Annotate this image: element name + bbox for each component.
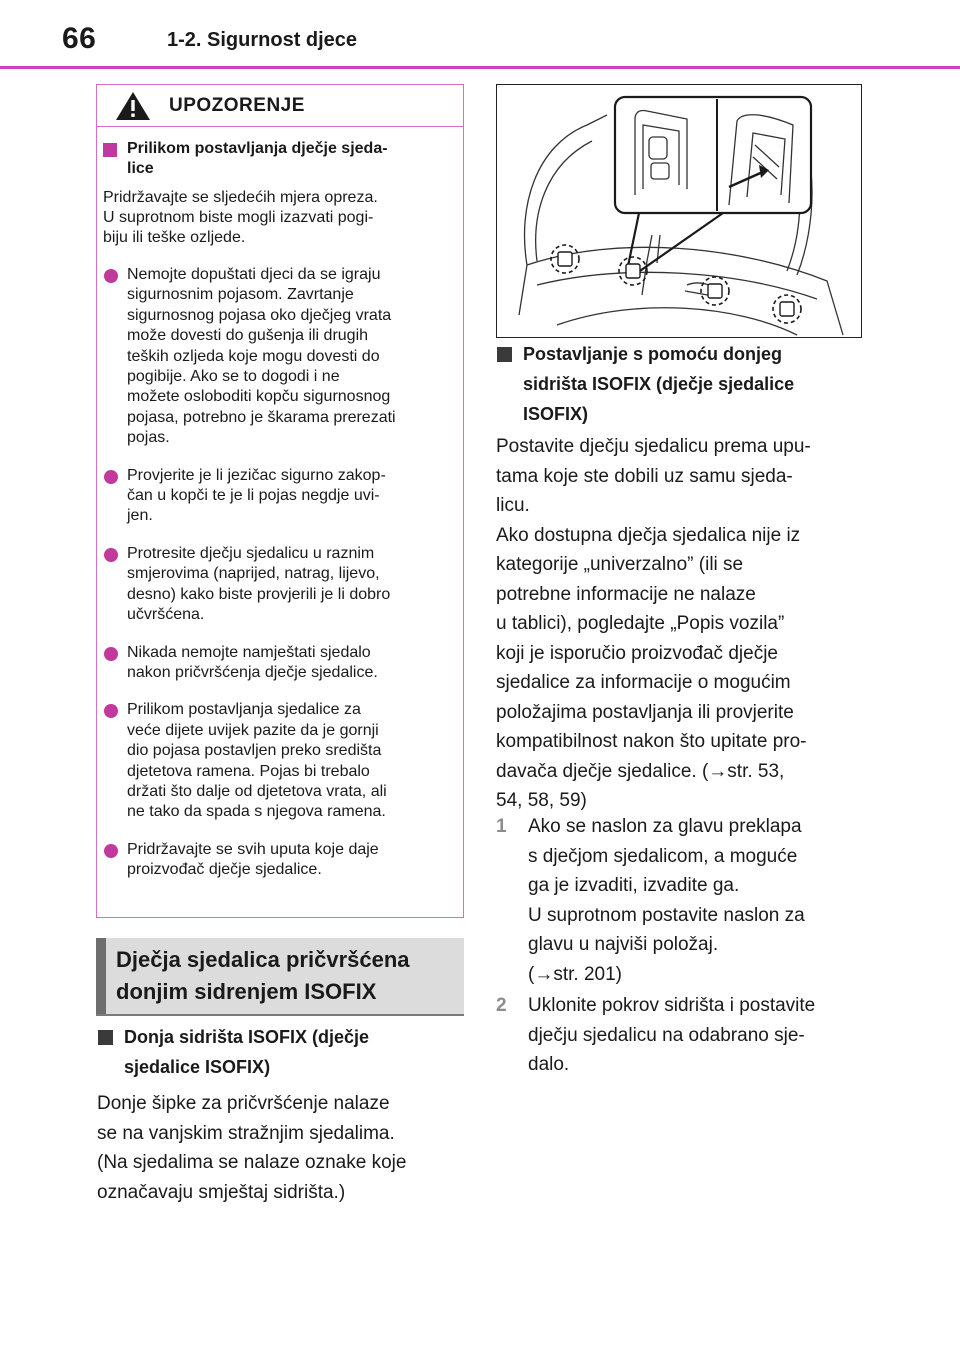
lower-anchors-text	[97, 1089, 467, 1207]
subheading-lower-anchors	[98, 1022, 458, 1082]
subheading-line: Postavljanje s pomoću donjeg	[523, 344, 783, 364]
warning-bullet-item	[103, 840, 455, 881]
square-bullet-icon	[497, 347, 512, 362]
warning-bullet-item	[103, 466, 455, 527]
warning-bullet-line: djetetova ramena. Pojas bi trebalo	[127, 762, 370, 780]
step-line: s dječjom sjedalicom, a moguće	[528, 845, 798, 867]
warning-intro	[103, 188, 451, 248]
body-line: položajima postavljanja ili provjerite	[496, 701, 794, 723]
warning-intro-line: biju ili teške ozljede.	[103, 229, 246, 246]
warning-bullet-line: dio pojasa postavljen preko središta	[127, 742, 382, 760]
subheading-line: sjedalice ISOFIX)	[124, 1057, 271, 1077]
round-bullet-icon	[104, 704, 118, 718]
body-line: se na vanjskim stražnjim sjedalima.	[97, 1122, 395, 1144]
warning-bullet-line: držati što dalje od djetetova vrata, ali	[127, 782, 387, 800]
warning-bullet-line: sigurnosnog pojasa oko dječjeg vrata	[127, 306, 392, 324]
step-text	[528, 991, 858, 1080]
warning-bullet-line: proizvođač dječje sjedalice.	[127, 861, 322, 879]
step-text	[528, 812, 858, 989]
warning-triangle-icon	[115, 91, 151, 121]
body-line: Ako dostupna dječja sjedalica nije iz	[496, 524, 801, 546]
warning-bullet-line: pojasa, potrebno je škarama prerezati	[127, 408, 396, 426]
body-line: kategorije „univerzalno” (ili se	[496, 554, 744, 575]
step-line: U suprotnom postavite naslon za	[528, 904, 805, 926]
warning-bullet-line: Pridržavajte se svih uputa koje daje	[127, 840, 379, 858]
body-line: kompatibilnost nakon što upitate pro-	[496, 731, 807, 752]
body-line: 54, 58, 59)	[496, 790, 587, 811]
subheading-line: Donja sidrišta ISOFIX (dječje	[124, 1027, 370, 1047]
warning-bullet-line: može dovesti do gušenja ili drugih	[127, 327, 369, 345]
step-number: 2	[496, 995, 507, 1016]
section-title: 1-2. Sigurnost djece	[167, 29, 358, 51]
warning-heading-line: lice	[127, 160, 154, 177]
body-line: (Na sjedalima se nalaze oznake koje	[97, 1152, 407, 1173]
rear-seat-anchor-drawing	[497, 85, 862, 338]
warning-bullet-item	[103, 700, 455, 822]
warning-intro-line: U suprotnom biste mogli izazvati pogi-	[103, 209, 374, 226]
warning-header	[97, 85, 463, 127]
round-bullet-icon	[104, 647, 118, 661]
warning-bullet-line: veće dijete uvijek pazite da je gornji	[127, 721, 379, 739]
warning-bullet-line: smjerovima (naprijed, natrag, lijevo,	[127, 565, 380, 583]
warning-bullet-line: Nemojte dopuštati djeci da se igraju	[127, 266, 381, 283]
body-line: Donje šipke za pričvršćenje nalaze	[97, 1093, 390, 1114]
step-line: ga je izvaditi, izvadite ga.	[528, 875, 740, 896]
step-line: Uklonite pokrov sidrišta i postavite	[528, 995, 816, 1016]
subheading-line: sidrišta ISOFIX (dječje sjedalice	[523, 374, 795, 394]
body-line: Postavite dječju sjedalicu prema upu-	[496, 436, 811, 457]
warning-bullet-line: pogibije. Ako se to dogodi i ne	[127, 368, 340, 386]
subheading-line: ISOFIX)	[523, 404, 589, 424]
body-line: u tablici), pogledajte „Popis vozila”	[496, 613, 785, 634]
body-line: tama koje ste dobili uz samu sjeda-	[496, 465, 793, 487]
step-line: dalo.	[528, 1054, 570, 1075]
square-bullet-icon	[98, 1030, 113, 1045]
banner-title-line: donjim sidrenjem ISOFIX	[116, 979, 377, 1004]
page-number: 66	[62, 22, 97, 55]
warning-bullet-line: sigurnosnim pojasom. Zavrtanje	[127, 286, 354, 304]
warning-bullet-line: učvršćena.	[127, 606, 205, 624]
warning-bullet-line: Prilikom postavljanja sjedalice za	[127, 701, 361, 719]
warning-body	[97, 139, 463, 881]
warning-bullet-list	[103, 265, 463, 881]
isofix-illustration	[496, 84, 862, 338]
warning-bullet-line: Provjerite je li jezičac sigurno zakop-	[127, 466, 386, 484]
round-bullet-icon	[104, 844, 118, 858]
warning-heading	[103, 139, 445, 179]
body-line: označavaju smještaj sidrišta.)	[97, 1181, 346, 1203]
warning-bullet-item	[103, 544, 455, 626]
body-line: potrebne informacije ne nalaze	[496, 583, 756, 605]
round-bullet-icon	[104, 470, 118, 484]
body-line: sjedalice za informacije o mogućim	[496, 672, 791, 693]
step-2	[496, 991, 862, 1091]
page-header	[0, 0, 960, 70]
step-1	[496, 812, 862, 992]
section-banner	[96, 938, 464, 1016]
warning-intro-line: Pridržavajte se sljedećih mjera opreza.	[103, 189, 378, 206]
warning-bullet-line: desno) kako biste provjerili je li dobro	[127, 585, 391, 603]
step-number: 1	[496, 816, 507, 837]
body-line: davača dječje sjedalice. (→str. 53,	[496, 760, 785, 782]
body-line: licu.	[496, 495, 530, 516]
installation-text	[496, 432, 866, 816]
warning-bullet-line: Protresite dječju sjedalicu u raznim	[127, 544, 375, 562]
subheading-installation	[497, 339, 862, 429]
banner-title	[116, 944, 456, 1008]
step-line: dječju sjedalicu na odabrano sje-	[528, 1024, 805, 1046]
warning-bullet-line: ne tako da spada s njegova ramena.	[127, 803, 386, 821]
warning-bullet-line: nakon pričvršćenja dječje sjedalice.	[127, 663, 378, 681]
round-bullet-icon	[104, 548, 118, 562]
warning-bullet-line: Nikada nemojte namještati sjedalo	[127, 643, 371, 661]
warning-bullet-item	[103, 265, 455, 449]
banner-title-line: Dječja sjedalica pričvršćena	[116, 947, 410, 972]
warning-heading-line: Prilikom postavljanja dječje sjeda-	[127, 140, 388, 157]
warning-bullet-line: jen.	[127, 507, 153, 525]
step-line: Ako se naslon za glavu preklapa	[528, 816, 802, 837]
warning-bullet-item	[103, 643, 455, 684]
warning-box	[96, 84, 464, 918]
step-line: glavu u najviši položaj.	[528, 934, 719, 955]
body-line: koji je isporučio proizvođač dječje	[496, 642, 778, 664]
warning-bullet-line: možete osloboditi kopču sigurnosnog	[127, 388, 391, 406]
warning-bullet-line: čan u kopči te je li pojas negdje uvi-	[127, 487, 380, 505]
warning-bullet-line: teških ozljeda koje mogu dovesti do	[127, 347, 380, 365]
warning-bullet-line: pojas.	[127, 429, 170, 447]
banner-bar	[96, 938, 106, 1014]
warning-title: UPOZORENJE	[169, 95, 305, 116]
step-line: (→str. 201)	[528, 963, 622, 985]
square-bullet-icon	[103, 143, 117, 157]
header-rule	[0, 66, 960, 69]
round-bullet-icon	[104, 269, 118, 283]
